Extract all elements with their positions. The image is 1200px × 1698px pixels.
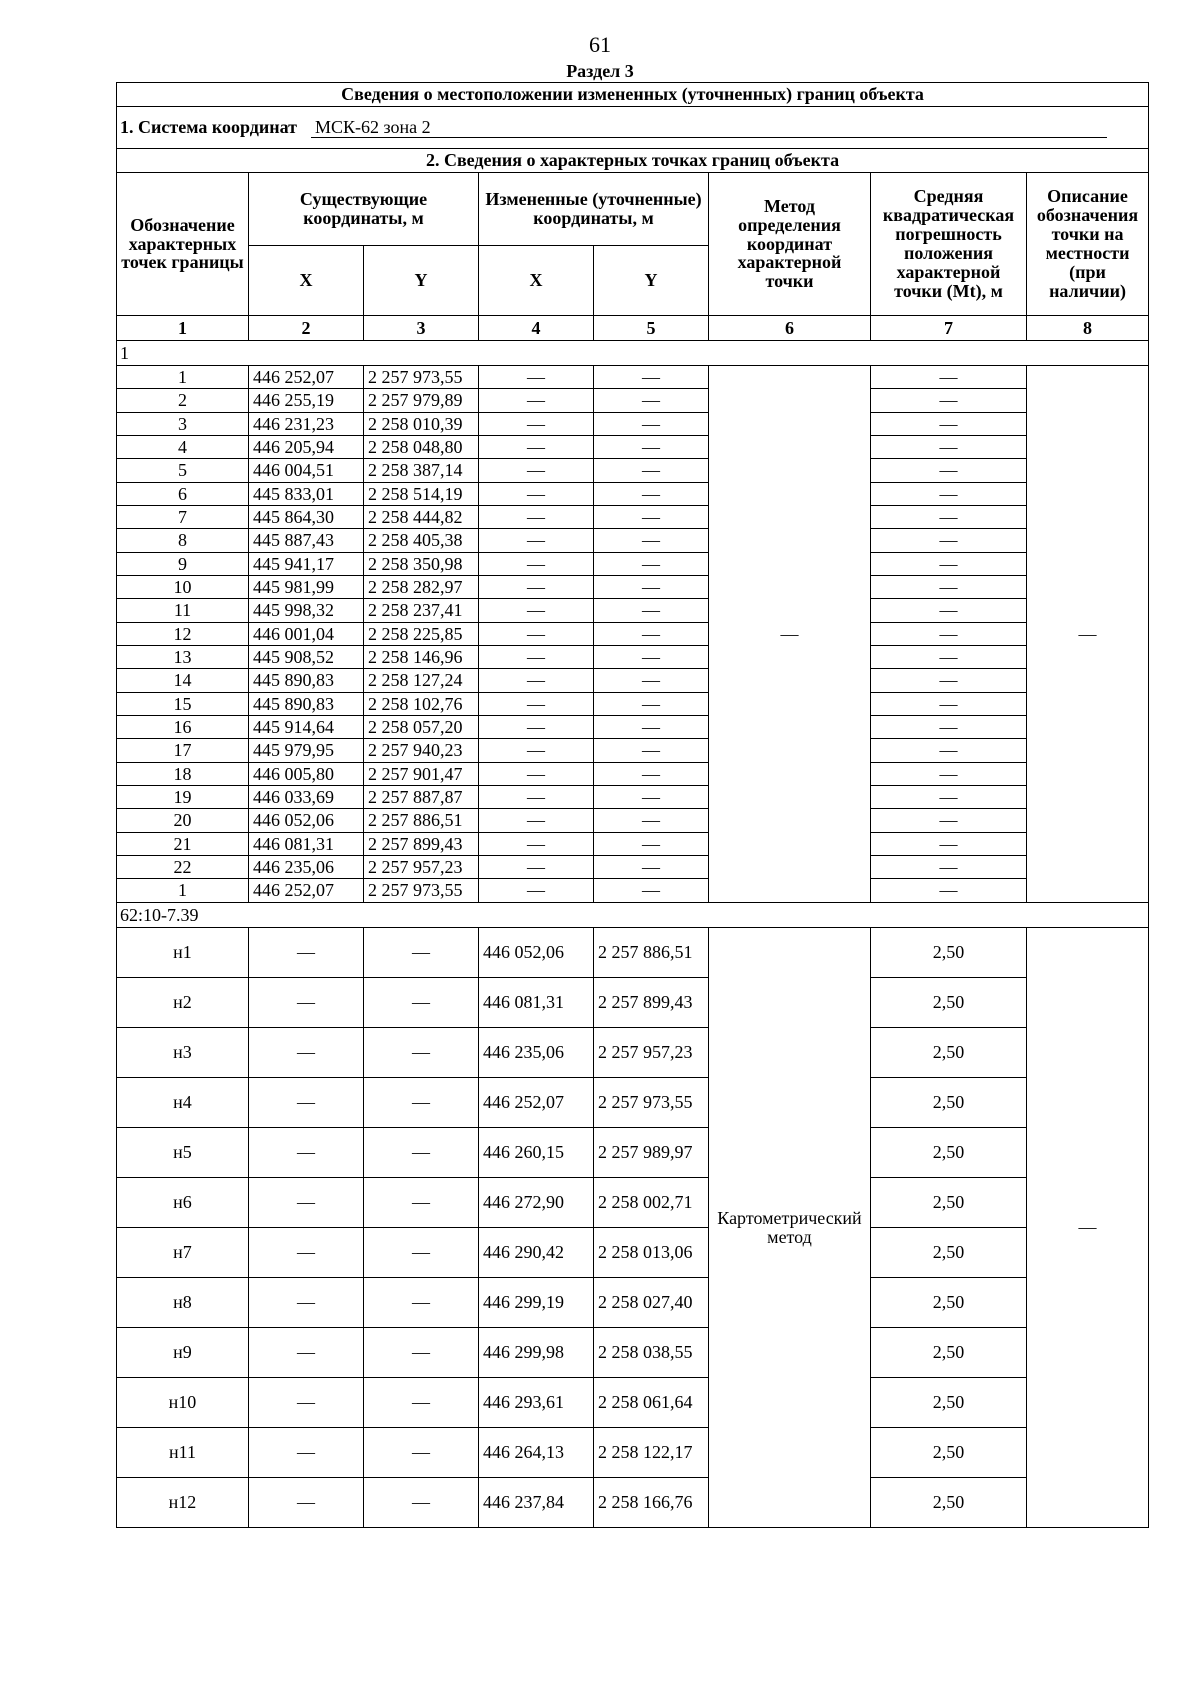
method-cell: —: [709, 366, 871, 903]
existing-y: 2 258 057,20: [364, 716, 479, 739]
column-number: 8: [1027, 316, 1149, 341]
existing-y: —: [364, 1178, 479, 1228]
changed-y: —: [594, 833, 709, 856]
point-id: 13: [117, 646, 249, 669]
changed-y: —: [594, 576, 709, 599]
changed-x: 446 235,06: [479, 1028, 594, 1078]
table-row: [117, 646, 1149, 669]
existing-y: 2 257 957,23: [364, 856, 479, 879]
table-row: [117, 1328, 1149, 1378]
mt-value: —: [871, 529, 1027, 553]
changed-x: 446 252,07: [479, 1078, 594, 1128]
changed-x: —: [479, 809, 594, 833]
point-id: н8: [117, 1278, 249, 1328]
mt-value: —: [871, 809, 1027, 833]
table-row: [117, 978, 1149, 1028]
changed-y: 2 258 013,06: [594, 1228, 709, 1278]
changed-x: —: [479, 459, 594, 483]
existing-x: —: [249, 1078, 364, 1128]
table-row: [117, 1178, 1149, 1228]
mt-value: —: [871, 763, 1027, 786]
existing-y: 2 257 973,55: [364, 879, 479, 903]
changed-x: —: [479, 576, 594, 599]
table-row: [117, 739, 1149, 763]
changed-x: —: [479, 483, 594, 506]
existing-x: —: [249, 1128, 364, 1178]
existing-x: 445 941,17: [249, 553, 364, 576]
existing-y: —: [364, 1028, 479, 1078]
mt-value: 2,50: [871, 1028, 1027, 1078]
changed-y: —: [594, 646, 709, 669]
existing-y: —: [364, 1128, 479, 1178]
point-id: 22: [117, 856, 249, 879]
mt-value: 2,50: [871, 1228, 1027, 1278]
changed-x: —: [479, 669, 594, 693]
existing-y: 2 258 387,14: [364, 459, 479, 483]
changed-y: 2 257 989,97: [594, 1128, 709, 1178]
point-id: 8: [117, 529, 249, 553]
group-label-2: 62:10-7.39: [117, 903, 1149, 928]
existing-y: 2 258 350,98: [364, 553, 479, 576]
existing-y: —: [364, 1478, 479, 1528]
changed-x: —: [479, 786, 594, 809]
point-id: 2: [117, 389, 249, 413]
mt-value: —: [871, 599, 1027, 623]
changed-x: —: [479, 436, 594, 459]
changed-x: —: [479, 553, 594, 576]
header-changed-y: Y: [594, 246, 709, 316]
table-row: [117, 693, 1149, 716]
point-id: 20: [117, 809, 249, 833]
existing-y: 2 257 899,43: [364, 833, 479, 856]
existing-x: —: [249, 1428, 364, 1478]
changed-y: 2 258 166,76: [594, 1478, 709, 1528]
changed-x: —: [479, 693, 594, 716]
changed-x: 446 299,98: [479, 1328, 594, 1378]
mt-value: 2,50: [871, 1378, 1027, 1428]
mt-value: —: [871, 459, 1027, 483]
point-id: 12: [117, 623, 249, 646]
points-subtitle: 2. Сведения о характерных точках границ объекта: [117, 149, 1149, 173]
changed-y: —: [594, 763, 709, 786]
changed-x: 446 272,90: [479, 1178, 594, 1228]
description-cell: —: [1027, 928, 1149, 1528]
existing-y: 2 258 127,24: [364, 669, 479, 693]
header-changed-coords: Измененные (уточненные) координаты, м: [479, 173, 709, 246]
table-row: [117, 576, 1149, 599]
changed-y: 2 257 899,43: [594, 978, 709, 1028]
mt-value: 2,50: [871, 1128, 1027, 1178]
table-row: [117, 459, 1149, 483]
description-cell: —: [1027, 366, 1149, 903]
column-number: 3: [364, 316, 479, 341]
existing-x: 446 005,80: [249, 763, 364, 786]
boundary-points-table: [116, 82, 1149, 1528]
changed-y: 2 257 973,55: [594, 1078, 709, 1128]
column-number: 4: [479, 316, 594, 341]
mt-value: 2,50: [871, 978, 1027, 1028]
table-row: [117, 669, 1149, 693]
changed-x: —: [479, 646, 594, 669]
changed-y: —: [594, 459, 709, 483]
point-id: н10: [117, 1378, 249, 1428]
existing-x: 445 864,30: [249, 506, 364, 529]
mt-value: —: [871, 436, 1027, 459]
existing-x: —: [249, 978, 364, 1028]
existing-x: —: [249, 1378, 364, 1428]
mt-value: —: [871, 739, 1027, 763]
changed-y: 2 257 886,51: [594, 928, 709, 978]
mt-value: —: [871, 576, 1027, 599]
changed-x: 446 293,61: [479, 1378, 594, 1428]
point-id: 21: [117, 833, 249, 856]
mt-value: —: [871, 716, 1027, 739]
existing-x: —: [249, 928, 364, 978]
changed-x: 446 264,13: [479, 1428, 594, 1478]
table-row: [117, 1478, 1149, 1528]
header-existing-coords: Существующие координаты, м: [249, 173, 479, 246]
table-row: [117, 623, 1149, 646]
changed-y: —: [594, 599, 709, 623]
existing-y: —: [364, 1328, 479, 1378]
existing-y: —: [364, 978, 479, 1028]
existing-y: —: [364, 1278, 479, 1328]
existing-x: —: [249, 1278, 364, 1328]
point-id: 18: [117, 763, 249, 786]
existing-x: 445 887,43: [249, 529, 364, 553]
mt-value: 2,50: [871, 1478, 1027, 1528]
existing-y: 2 258 514,19: [364, 483, 479, 506]
existing-x: 446 004,51: [249, 459, 364, 483]
table-row: [117, 599, 1149, 623]
existing-y: 2 258 010,39: [364, 413, 479, 436]
mt-value: 2,50: [871, 1328, 1027, 1378]
table-row: [117, 879, 1149, 903]
changed-x: —: [479, 763, 594, 786]
existing-x: 446 235,06: [249, 856, 364, 879]
mt-value: 2,50: [871, 1078, 1027, 1128]
existing-x: 445 908,52: [249, 646, 364, 669]
changed-y: —: [594, 366, 709, 389]
column-number: 2: [249, 316, 364, 341]
point-id: н9: [117, 1328, 249, 1378]
header-mt: Средняя квадратическая погрешность положения характерной точки (Mt), м: [871, 173, 1027, 316]
existing-x: 445 981,99: [249, 576, 364, 599]
coordinate-system-row: [117, 107, 1149, 149]
mt-value: 2,50: [871, 1178, 1027, 1228]
changed-y: —: [594, 529, 709, 553]
table-row: [117, 413, 1149, 436]
changed-y: —: [594, 623, 709, 646]
changed-y: —: [594, 809, 709, 833]
existing-y: 2 257 887,87: [364, 786, 479, 809]
existing-x: 446 033,69: [249, 786, 364, 809]
existing-x: —: [249, 1028, 364, 1078]
changed-x: —: [479, 389, 594, 413]
existing-x: 445 890,83: [249, 693, 364, 716]
point-id: 6: [117, 483, 249, 506]
point-id: н2: [117, 978, 249, 1028]
mt-value: —: [871, 366, 1027, 389]
table-row: [117, 1128, 1149, 1178]
changed-x: 446 052,06: [479, 928, 594, 978]
mt-value: —: [871, 483, 1027, 506]
existing-y: 2 257 940,23: [364, 739, 479, 763]
changed-x: —: [479, 833, 594, 856]
mt-value: —: [871, 623, 1027, 646]
changed-x: 446 260,15: [479, 1128, 594, 1178]
existing-y: 2 257 886,51: [364, 809, 479, 833]
existing-x: 445 890,83: [249, 669, 364, 693]
changed-y: 2 258 027,40: [594, 1278, 709, 1328]
existing-x: 446 052,06: [249, 809, 364, 833]
existing-y: 2 258 444,82: [364, 506, 479, 529]
mt-value: 2,50: [871, 1278, 1027, 1328]
point-id: 17: [117, 739, 249, 763]
changed-x: 446 299,19: [479, 1278, 594, 1328]
point-id: 7: [117, 506, 249, 529]
existing-x: —: [249, 1228, 364, 1278]
table-row: [117, 1428, 1149, 1478]
point-id: н12: [117, 1478, 249, 1528]
existing-y: —: [364, 928, 479, 978]
point-id: н6: [117, 1178, 249, 1228]
existing-x: 446 252,07: [249, 879, 364, 903]
existing-y: 2 258 102,76: [364, 693, 479, 716]
point-id: 15: [117, 693, 249, 716]
table-row: [117, 1378, 1149, 1428]
section-title: Раздел 3: [566, 61, 634, 81]
changed-y: —: [594, 786, 709, 809]
point-id: н3: [117, 1028, 249, 1078]
existing-x: —: [249, 1178, 364, 1228]
table-row: [117, 928, 1149, 978]
point-id: н1: [117, 928, 249, 978]
existing-x: 445 998,32: [249, 599, 364, 623]
changed-y: —: [594, 436, 709, 459]
existing-y: —: [364, 1428, 479, 1478]
point-id: 16: [117, 716, 249, 739]
point-id: 4: [117, 436, 249, 459]
header-changed-x: X: [479, 246, 594, 316]
table-row: [117, 529, 1149, 553]
table-row: [117, 809, 1149, 833]
header-description: Описание обозначения точки на местности (при наличии): [1027, 173, 1149, 316]
table-row: [117, 506, 1149, 529]
changed-y: —: [594, 389, 709, 413]
changed-x: —: [479, 413, 594, 436]
changed-y: —: [594, 739, 709, 763]
changed-x: —: [479, 739, 594, 763]
existing-y: 2 257 979,89: [364, 389, 479, 413]
existing-y: —: [364, 1228, 479, 1278]
mt-value: —: [871, 833, 1027, 856]
mt-value: —: [871, 506, 1027, 529]
existing-y: 2 258 237,41: [364, 599, 479, 623]
changed-x: —: [479, 856, 594, 879]
point-id: 1: [117, 366, 249, 389]
table-row: [117, 833, 1149, 856]
mt-value: —: [871, 646, 1027, 669]
existing-x: 446 255,19: [249, 389, 364, 413]
coordinate-system-label: 1. Система координат: [120, 117, 297, 137]
existing-x: 446 081,31: [249, 833, 364, 856]
existing-x: 445 914,64: [249, 716, 364, 739]
changed-y: —: [594, 413, 709, 436]
changed-x: —: [479, 623, 594, 646]
table-row: [117, 786, 1149, 809]
existing-x: 445 979,95: [249, 739, 364, 763]
changed-x: 446 081,31: [479, 978, 594, 1028]
changed-y: —: [594, 506, 709, 529]
changed-x: —: [479, 366, 594, 389]
existing-y: 2 257 901,47: [364, 763, 479, 786]
existing-y: 2 258 405,38: [364, 529, 479, 553]
table-row: [117, 1228, 1149, 1278]
existing-x: 446 252,07: [249, 366, 364, 389]
existing-y: —: [364, 1378, 479, 1428]
changed-y: —: [594, 553, 709, 576]
mt-value: —: [871, 389, 1027, 413]
table-row: [117, 389, 1149, 413]
table-title: Сведения о местоположении измененных (уточненных) границ объекта: [117, 83, 1149, 107]
changed-y: 2 257 957,23: [594, 1028, 709, 1078]
mt-value: —: [871, 856, 1027, 879]
mt-value: —: [871, 669, 1027, 693]
column-number: 6: [709, 316, 871, 341]
point-id: 10: [117, 576, 249, 599]
mt-value: —: [871, 879, 1027, 903]
existing-x: —: [249, 1328, 364, 1378]
header-existing-y: Y: [364, 246, 479, 316]
group-label-1: 1: [117, 341, 1149, 366]
method-cell: Картометрический метод: [709, 928, 871, 1528]
changed-y: 2 258 122,17: [594, 1428, 709, 1478]
existing-x: —: [249, 1478, 364, 1528]
point-id: н7: [117, 1228, 249, 1278]
existing-x: 446 231,23: [249, 413, 364, 436]
table-row: [117, 856, 1149, 879]
changed-y: —: [594, 693, 709, 716]
point-id: 1: [117, 879, 249, 903]
mt-value: —: [871, 693, 1027, 716]
changed-y: —: [594, 483, 709, 506]
point-id: 5: [117, 459, 249, 483]
changed-y: 2 258 061,64: [594, 1378, 709, 1428]
changed-x: 446 290,42: [479, 1228, 594, 1278]
existing-x: 445 833,01: [249, 483, 364, 506]
changed-x: 446 237,84: [479, 1478, 594, 1528]
mt-value: —: [871, 553, 1027, 576]
changed-y: 2 258 038,55: [594, 1328, 709, 1378]
changed-x: —: [479, 529, 594, 553]
changed-x: —: [479, 506, 594, 529]
changed-y: —: [594, 879, 709, 903]
page-number: 61: [589, 32, 611, 57]
point-id: 3: [117, 413, 249, 436]
changed-x: —: [479, 879, 594, 903]
changed-x: —: [479, 716, 594, 739]
coordinate-system-value: МСК-62 зона 2: [311, 117, 1107, 138]
column-number: 7: [871, 316, 1027, 341]
existing-y: —: [364, 1078, 479, 1128]
point-id: 11: [117, 599, 249, 623]
table-row: [117, 1278, 1149, 1328]
changed-y: 2 258 002,71: [594, 1178, 709, 1228]
header-designation: Обозначение характерных точек границы: [117, 173, 249, 316]
existing-x: 446 205,94: [249, 436, 364, 459]
existing-y: 2 258 146,96: [364, 646, 479, 669]
existing-y: 2 258 048,80: [364, 436, 479, 459]
point-id: 19: [117, 786, 249, 809]
point-id: 9: [117, 553, 249, 576]
changed-y: —: [594, 856, 709, 879]
point-id: 14: [117, 669, 249, 693]
mt-value: —: [871, 786, 1027, 809]
table-row: [117, 436, 1149, 459]
changed-x: —: [479, 599, 594, 623]
column-number: 5: [594, 316, 709, 341]
point-id: н5: [117, 1128, 249, 1178]
header-existing-x: X: [249, 246, 364, 316]
existing-x: 446 001,04: [249, 623, 364, 646]
header-method: Метод определения координат характерной точки: [709, 173, 871, 316]
existing-y: 2 258 282,97: [364, 576, 479, 599]
table-row: [117, 366, 1149, 389]
table-row: [117, 1078, 1149, 1128]
table-row: [117, 763, 1149, 786]
column-number: 1: [117, 316, 249, 341]
table-row: [117, 716, 1149, 739]
point-id: н4: [117, 1078, 249, 1128]
existing-y: 2 258 225,85: [364, 623, 479, 646]
existing-y: 2 257 973,55: [364, 366, 479, 389]
point-id: н11: [117, 1428, 249, 1478]
table-row: [117, 553, 1149, 576]
changed-y: —: [594, 669, 709, 693]
mt-value: —: [871, 413, 1027, 436]
table-row: [117, 483, 1149, 506]
changed-y: —: [594, 716, 709, 739]
table-row: [117, 1028, 1149, 1078]
mt-value: 2,50: [871, 928, 1027, 978]
mt-value: 2,50: [871, 1428, 1027, 1478]
